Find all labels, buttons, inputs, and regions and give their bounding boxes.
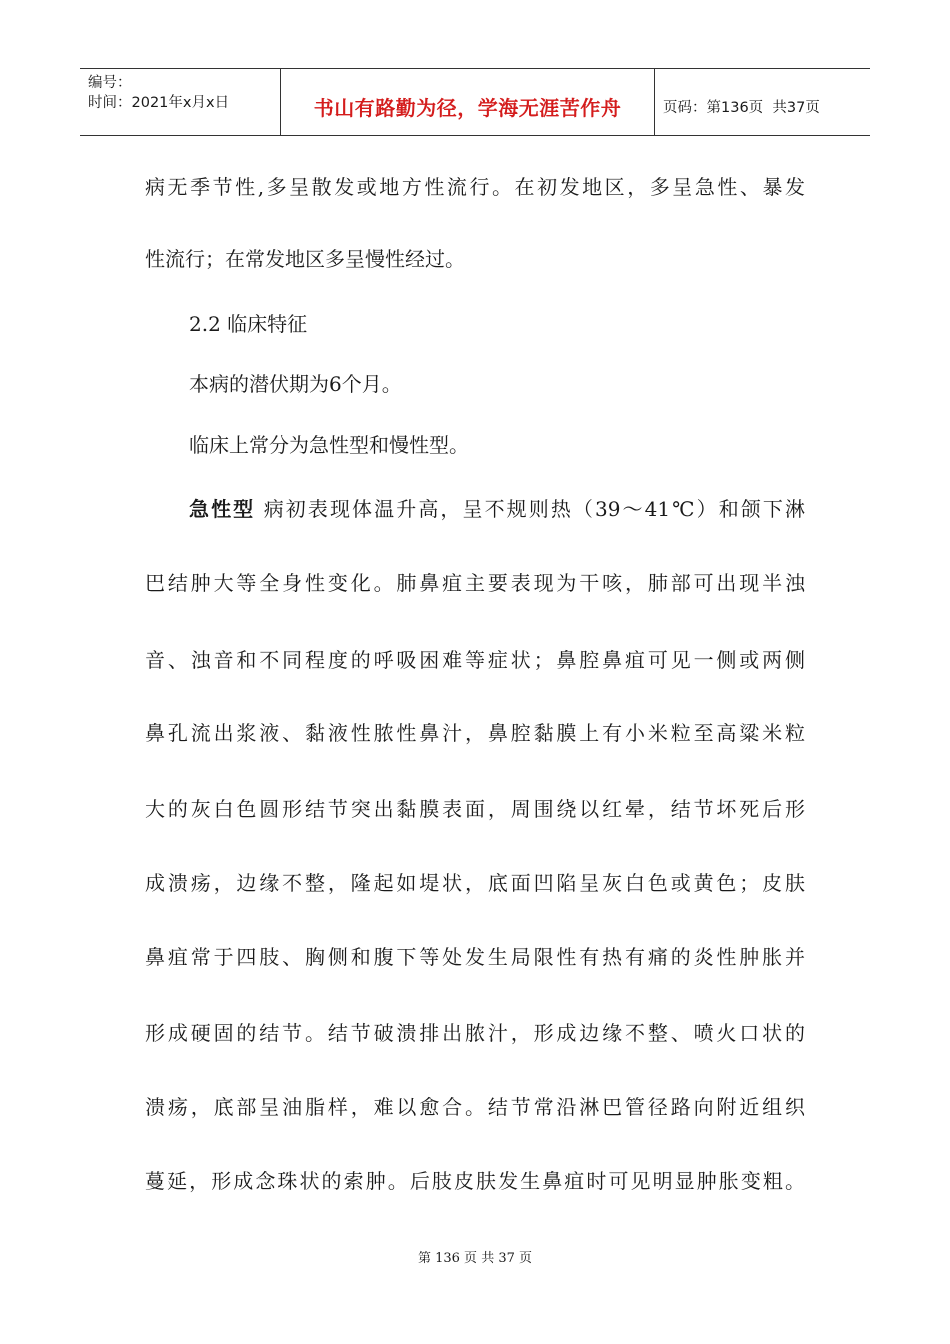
header-motto-cell: [281, 69, 655, 135]
header-page-number: 页码：第136页 共37页: [663, 99, 820, 116]
document-number: 编号：: [88, 75, 132, 91]
body-line: 性流行；在常发地区多呈慢性经过。: [145, 247, 465, 271]
body-line: 鼻疽常于四肢、胸侧和腹下等处发生局限性有热有痛的炎性肿胀并: [145, 945, 805, 969]
page-footer: 第 136 页 共 37 页: [417, 1251, 533, 1266]
acute-type-line: [189, 495, 805, 523]
body-line: 音、浊音和不同程度的呼吸困难等症状；鼻腔鼻疽可见一侧或两侧: [145, 648, 805, 672]
body-line: 形成硬固的结节。结节破溃排出脓汁，形成边缘不整、喷火口状的: [145, 1021, 805, 1045]
body-line: 病无季节性,多呈散发或地方性流行。在初发地区，多呈急性、暴发: [145, 175, 805, 199]
body-line: 溃疡，底部呈油脂样，难以愈合。结节常沿淋巴管径路向附近组织: [145, 1095, 805, 1119]
body-line: 临床上常分为急性型和慢性型。: [189, 433, 469, 457]
body-line: 本病的潜伏期为6个月。: [189, 372, 402, 396]
header-motto: 书山有路勤为径，学海无涯苦作舟: [313, 95, 622, 120]
body-line: 成溃疡，边缘不整，隆起如堤状，底面凹陷呈灰白色或黄色；皮肤: [145, 871, 805, 895]
body-line: 大的灰白色圆形结节突出黏膜表面，周围绕以红晕，结节坏死后形: [145, 797, 805, 821]
section-heading: 2.2 临床特征: [189, 312, 308, 336]
header-page-cell: [655, 69, 870, 135]
body-line: 巴结肿大等全身性变化。肺鼻疽主要表现为干咳，肺部可出现半浊: [145, 571, 805, 595]
acute-type-term: 急性型: [189, 497, 256, 521]
body-line: 鼻孔流出浆液、黏液性脓性鼻汁，鼻腔黏膜上有小米粒至高粱米粒: [145, 721, 805, 745]
body-line: 蔓延，形成念珠状的索肿。后肢皮肤发生鼻疽时可见明显肿胀变粗。: [145, 1169, 805, 1193]
acute-type-text: 病初表现体温升高，呈不规则热（39～41℃）和颌下淋: [255, 497, 805, 521]
document-date: 时间：2021年x月x日: [88, 95, 230, 111]
header-meta: [80, 69, 281, 135]
page-header: [80, 68, 870, 136]
